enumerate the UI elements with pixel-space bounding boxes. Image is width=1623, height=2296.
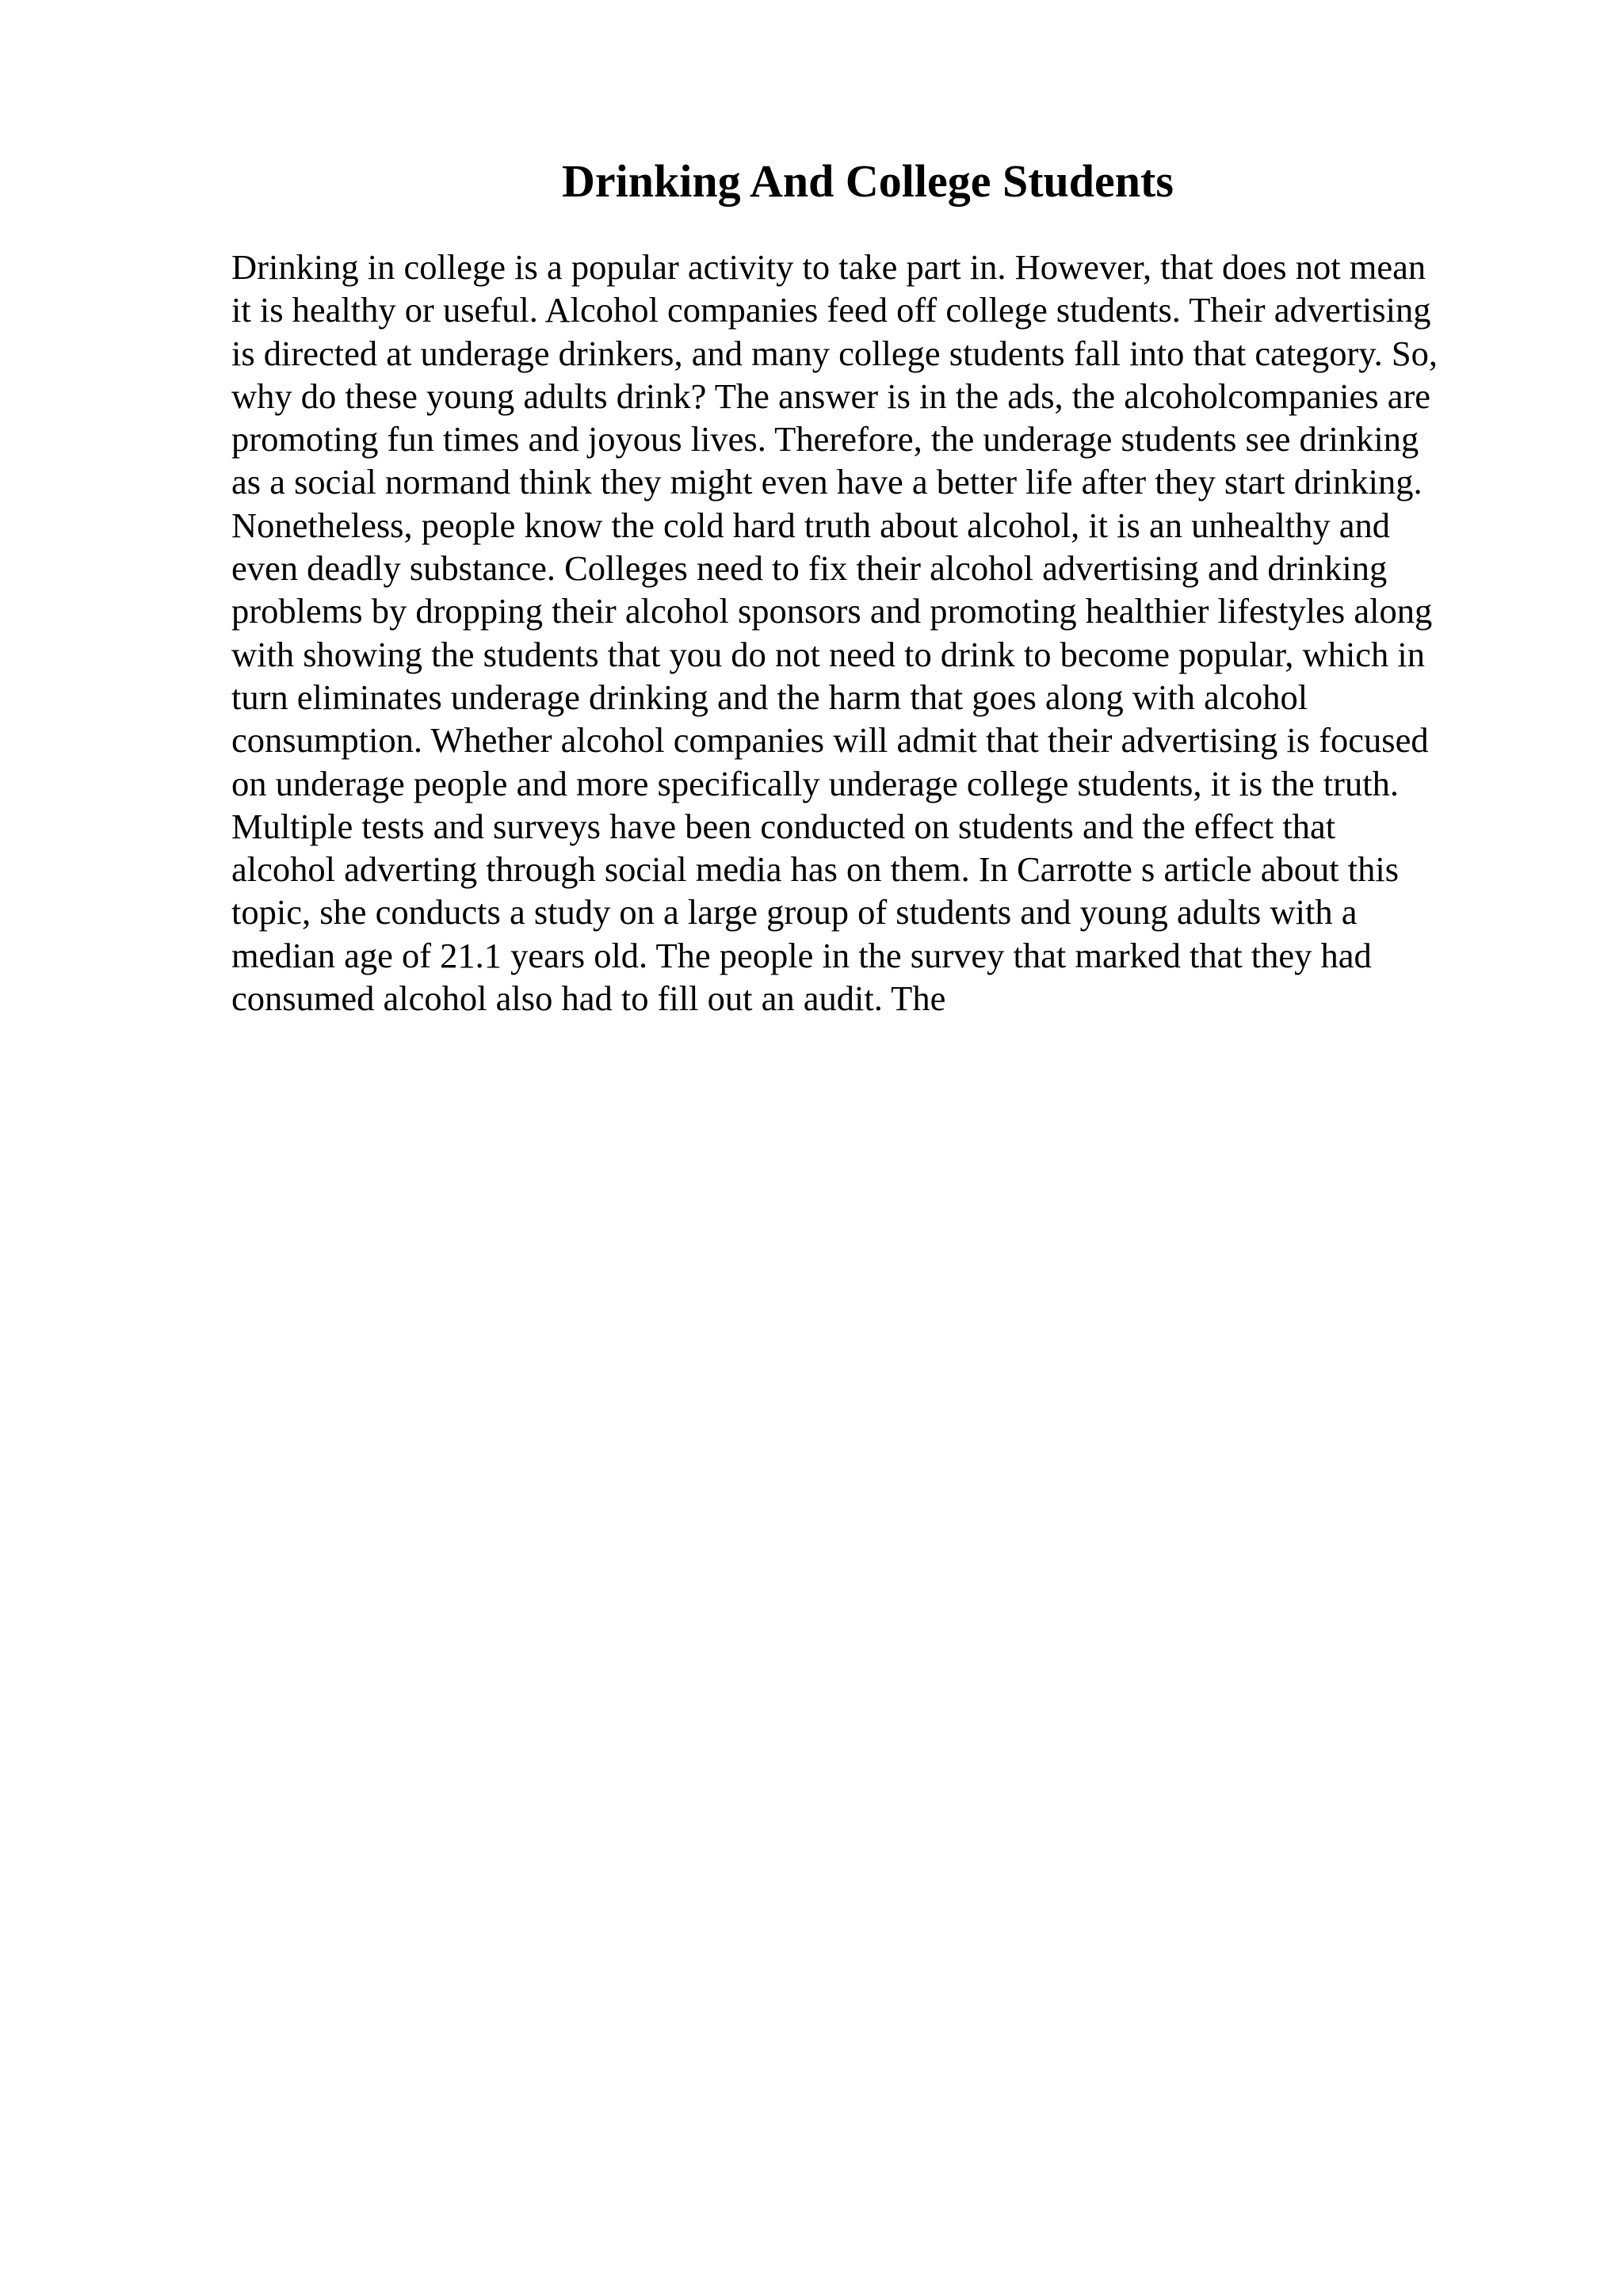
text-line: is directed at underage drinkers, and many college students fall into that category. So, <box>231 333 1438 373</box>
text-line: even deadly substance. Colleges need to fix their alcohol advertising and drinking <box>231 548 1388 589</box>
text-line: as a social normand think they might even have a better life after they start drinking. <box>231 462 1423 502</box>
text-line: Multiple tests and surveys have been conducted on students and the effect that <box>231 806 1336 846</box>
text-line: on underage people and more specifically underage college students, it is the truth. <box>231 763 1399 803</box>
text-line: alcohol adverting through social media has on them. In Carrotte s article about this <box>231 849 1400 890</box>
text-line: promoting fun times and joyous lives. Therefore, the underage students see drinking <box>231 419 1419 460</box>
text-line: it is healthy or useful. Alcohol companies feed off college students. Their advertising <box>231 290 1431 330</box>
text-line: problems by dropping their alcohol sponsors and promoting healthier lifestyles along <box>231 591 1433 631</box>
text-line: topic, she conducts a study on a large group of students and young adults with a <box>231 892 1358 933</box>
body-paragraph <box>231 246 1515 1020</box>
document-title: Drinking And College Students <box>562 155 1174 207</box>
text-line: Nonetheless, people know the cold hard truth about alcohol, it is an unhealthy and <box>231 505 1390 545</box>
text-line: consumption. Whether alcohol companies will admit that their advertising is focused <box>231 720 1429 761</box>
text-line: why do these young adults drink? The answer is in the ads, the alcoholcompanies are <box>231 376 1431 416</box>
text-line: consumed alcohol also had to fill out an audit. The <box>231 978 946 1019</box>
text-line: Drinking in college is a popular activity to take part in. However, that does not mean <box>231 247 1426 287</box>
text-line: median age of 21.1 years old. The people in the survey that marked that they had <box>231 935 1372 975</box>
text-line: turn eliminates underage drinking and the harm that goes along with alcohol <box>231 677 1308 717</box>
text-line: with showing the students that you do not need to drink to become popular, which in <box>231 634 1426 674</box>
